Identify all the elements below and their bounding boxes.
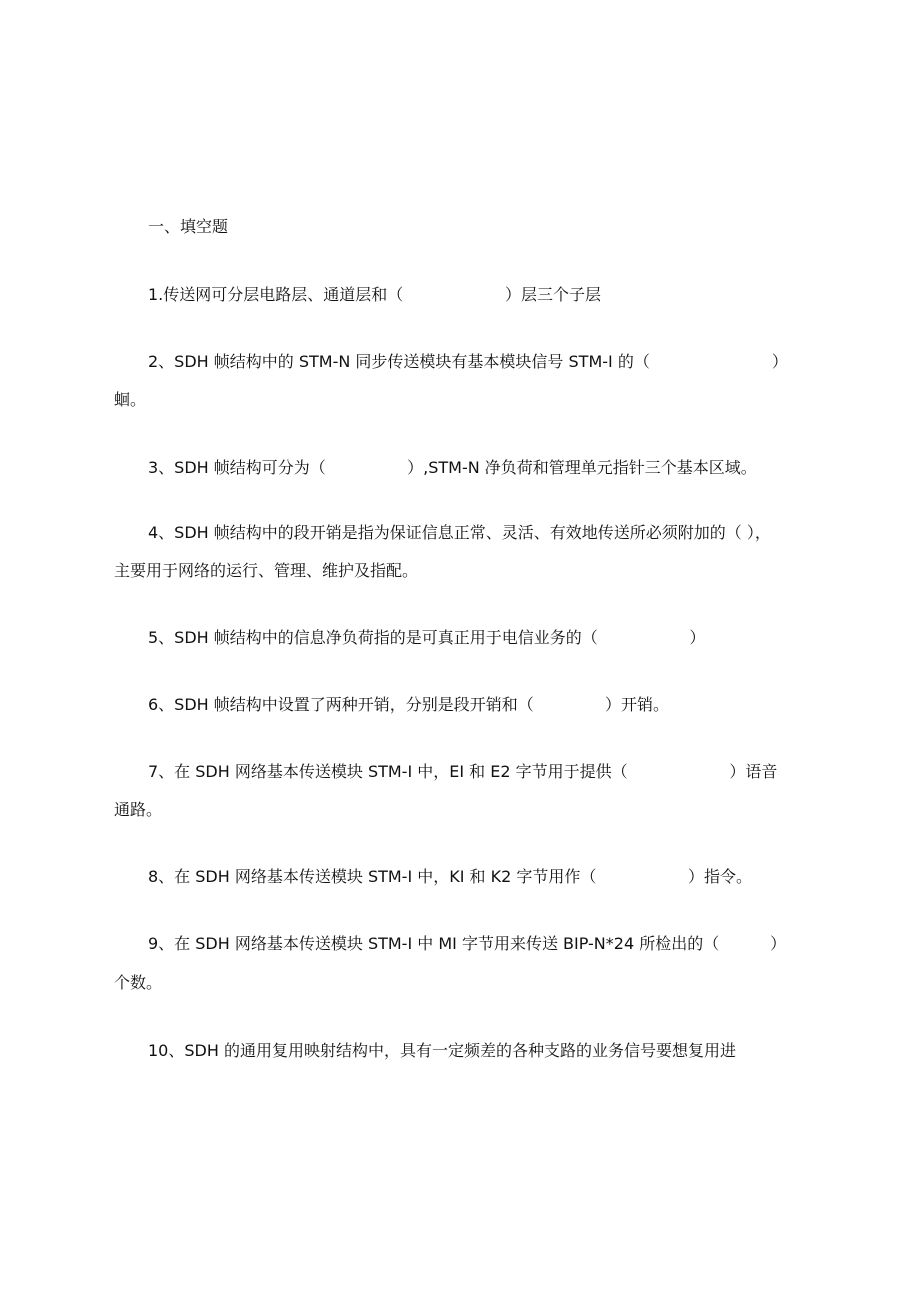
- question-5-line-1: 5、SDH 帧结构中的信息净负荷指的是可真正用于电信业务的（ ）: [148, 628, 706, 647]
- question-6-line-1: 6、SDH 帧结构中设置了两种开销，分别是段开销和（ ）开销。: [148, 695, 669, 714]
- question-7-line-2: 通路。: [114, 800, 163, 819]
- question-9-line-1: 9、在 SDH 网络基本传送模块 STM-I 中 MI 字节用来传送 BIP-N*24 所检出的（ ）: [148, 934, 787, 953]
- question-2-line-2: 蛔。: [114, 390, 147, 409]
- question-3-line-1: 3、SDH 帧结构可分为（ ）,STM-N 净负荷和管理单元指针三个基本区域。: [148, 458, 757, 477]
- question-4-line-1: 4、SDH 帧结构中的段开销是指为保证信息正常、灵活、有效地传送所必须附加的（ ），: [148, 523, 771, 542]
- question-7-line-1: 7、在 SDH 网络基本传送模块 STM-I 中，EI 和 E2 字节用于提供（ ）语音: [148, 762, 778, 781]
- question-10-line-1: 10、SDH 的通用复用映射结构中，具有一定频差的各种支路的业务信号要想复用进: [148, 1041, 736, 1060]
- question-4-line-2: 主要用于网络的运行、管理、维护及指配。: [114, 561, 419, 580]
- question-1-line-1: 1.传送网可分层电路层、通道层和（ ）层三个子层: [148, 285, 601, 304]
- question-9-line-2: 个数。: [114, 973, 163, 992]
- question-2-line-1: 2、SDH 帧结构中的 STM-N 同步传送模块有基本模块信号 STM-I 的（ ）: [148, 352, 788, 371]
- question-8-line-1: 8、在 SDH 网络基本传送模块 STM-I 中，KI 和 K2 字节用作（ ）指令。: [148, 867, 752, 886]
- section-title: 一、填空题: [148, 217, 229, 236]
